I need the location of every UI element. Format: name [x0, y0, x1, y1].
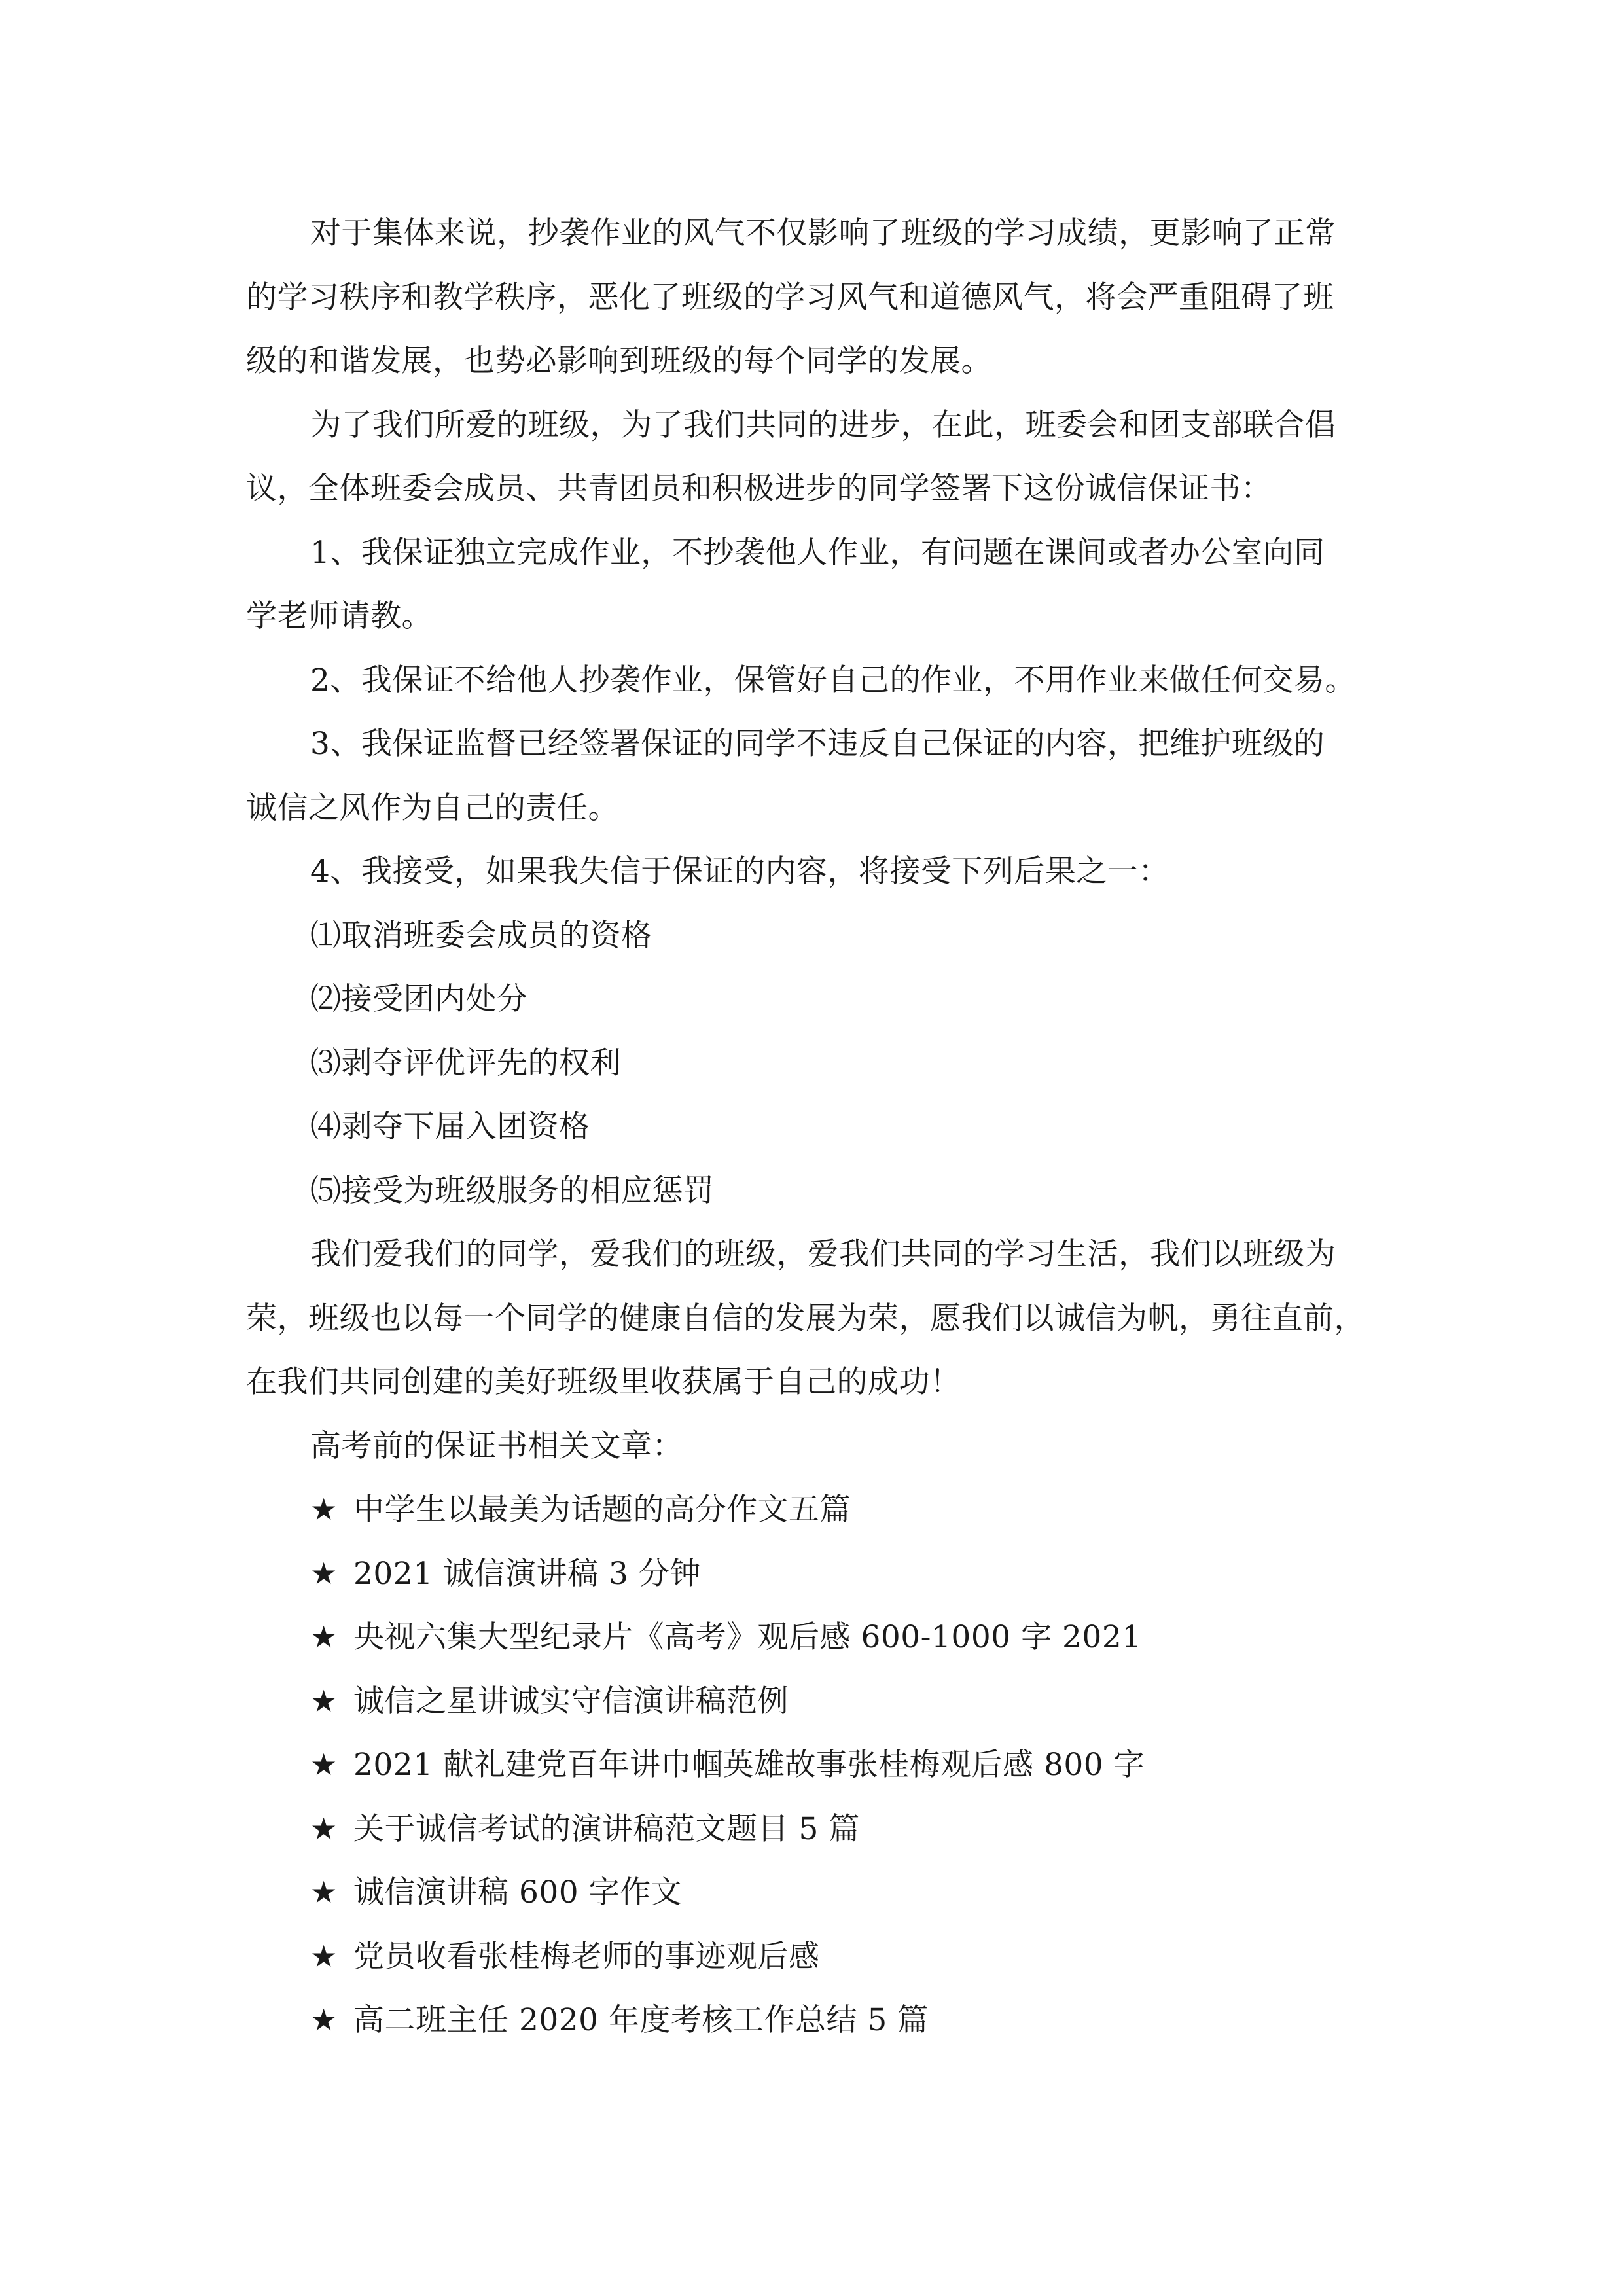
text-line: 1、我保证独立完成作业，不抄袭他人作业，有问题在课间或者办公室向同	[310, 534, 1325, 571]
related-article-link[interactable]	[246, 1605, 1385, 1670]
pledge-item-4	[246, 840, 1385, 904]
related-article-link[interactable]	[246, 1542, 1385, 1606]
related-articles-list	[246, 1478, 1385, 2053]
text-line: 我们爱我们的同学，爱我们的班级，爱我们共同的学习生活，我们以班级为	[310, 1236, 1336, 1272]
pledge-item-2	[246, 649, 1385, 713]
star-icon: ★	[310, 1492, 338, 1527]
pledge-item-1	[246, 521, 1385, 649]
consequence-item: ⑶剥夺评优评先的权利	[310, 1045, 621, 1081]
star-icon: ★	[310, 1747, 338, 1782]
text-line: 2、我保证不给他人抄袭作业，保管好自己的作业，不用作业来做任何交易。	[310, 662, 1356, 698]
star-icon: ★	[310, 1938, 338, 1974]
related-article-link[interactable]	[246, 1670, 1385, 1734]
related-article-title: 诚信演讲稿 600 字作文	[353, 1874, 683, 1910]
text-line: 诚信之风作为自己的责任。	[246, 789, 619, 826]
consequence-item: ⑷剥夺下届入团资格	[310, 1109, 590, 1145]
related-article-title: 2021 献礼建党百年讲巾帼英雄故事张桂梅观后感 800 字	[353, 1747, 1145, 1783]
star-icon: ★	[310, 1683, 338, 1719]
related-article-title: 党员收看张桂梅老师的事迹观后感	[353, 1938, 820, 1975]
related-article-link[interactable]	[246, 1733, 1385, 1797]
consequence-item: ⑸接受为班级服务的相应惩罚	[310, 1172, 715, 1209]
text-line: 议，全体班委会成员、共青团员和积极进步的同学签署下这份诚信保证书：	[246, 471, 1272, 507]
star-icon: ★	[310, 1810, 338, 1846]
related-article-title: 2021 诚信演讲稿 3 分钟	[353, 1555, 701, 1592]
consequence-item: ⑴取消班委会成员的资格	[310, 917, 652, 954]
star-icon: ★	[310, 1619, 338, 1655]
related-article-title: 央视六集大型纪录片《高考》观后感 600-1000 字 2021	[353, 1619, 1142, 1655]
related-article-link[interactable]	[246, 1988, 1385, 2053]
text-line: 的学习秩序和教学秩序，恶化了班级的学习风气和道德风气，将会严重阻碍了班	[246, 279, 1334, 315]
related-article-link[interactable]	[246, 1861, 1385, 1925]
document-body	[246, 202, 1385, 2053]
text-line: 学老师请教。	[246, 598, 433, 634]
star-icon: ★	[310, 1555, 338, 1591]
star-icon: ★	[310, 2002, 338, 2037]
related-article-title: 高二班主任 2020 年度考核工作总结 5 篇	[353, 2002, 929, 2038]
text-line: 对于集体来说，抄袭作业的风气不仅影响了班级的学习成绩，更影响了正常	[310, 215, 1336, 251]
pledge-item-3	[246, 712, 1385, 840]
related-article-title: 中学生以最美为话题的高分作文五篇	[353, 1492, 851, 1528]
star-icon: ★	[310, 1874, 338, 1910]
text-line: 在我们共同创建的美好班级里收获属于自己的成功！	[246, 1364, 961, 1400]
paragraph-collective	[246, 202, 1385, 393]
related-article-title: 诚信之星讲诚实守信演讲稿范例	[353, 1683, 789, 1719]
related-articles-heading: 高考前的保证书相关文章：	[310, 1427, 683, 1464]
related-article-title: 关于诚信考试的演讲稿范文题目 5 篇	[353, 1810, 860, 1847]
paragraph-initiative	[246, 393, 1385, 521]
consequence-item: ⑵接受团内处分	[310, 981, 528, 1017]
consequence-list	[246, 904, 1385, 1223]
related-article-link[interactable]	[246, 1925, 1385, 1989]
paragraph-closing	[246, 1223, 1385, 1414]
related-article-link[interactable]	[246, 1797, 1385, 1861]
text-line: 3、我保证监督已经签署保证的同学不违反自己保证的内容，把维护班级的	[310, 726, 1325, 762]
text-line: 级的和谐发展，也势必影响到班级的每个同学的发展。	[246, 343, 992, 379]
text-line: 4、我接受，如果我失信于保证的内容，将接受下列后果之一：	[310, 853, 1169, 889]
text-line: 为了我们所爱的班级，为了我们共同的进步，在此，班委会和团支部联合倡	[310, 406, 1336, 443]
text-line: 荣，班级也以每一个同学的健康自信的发展为荣，愿我们以诚信为帆，勇往直前，	[246, 1300, 1365, 1336]
related-article-link[interactable]	[246, 1478, 1385, 1542]
